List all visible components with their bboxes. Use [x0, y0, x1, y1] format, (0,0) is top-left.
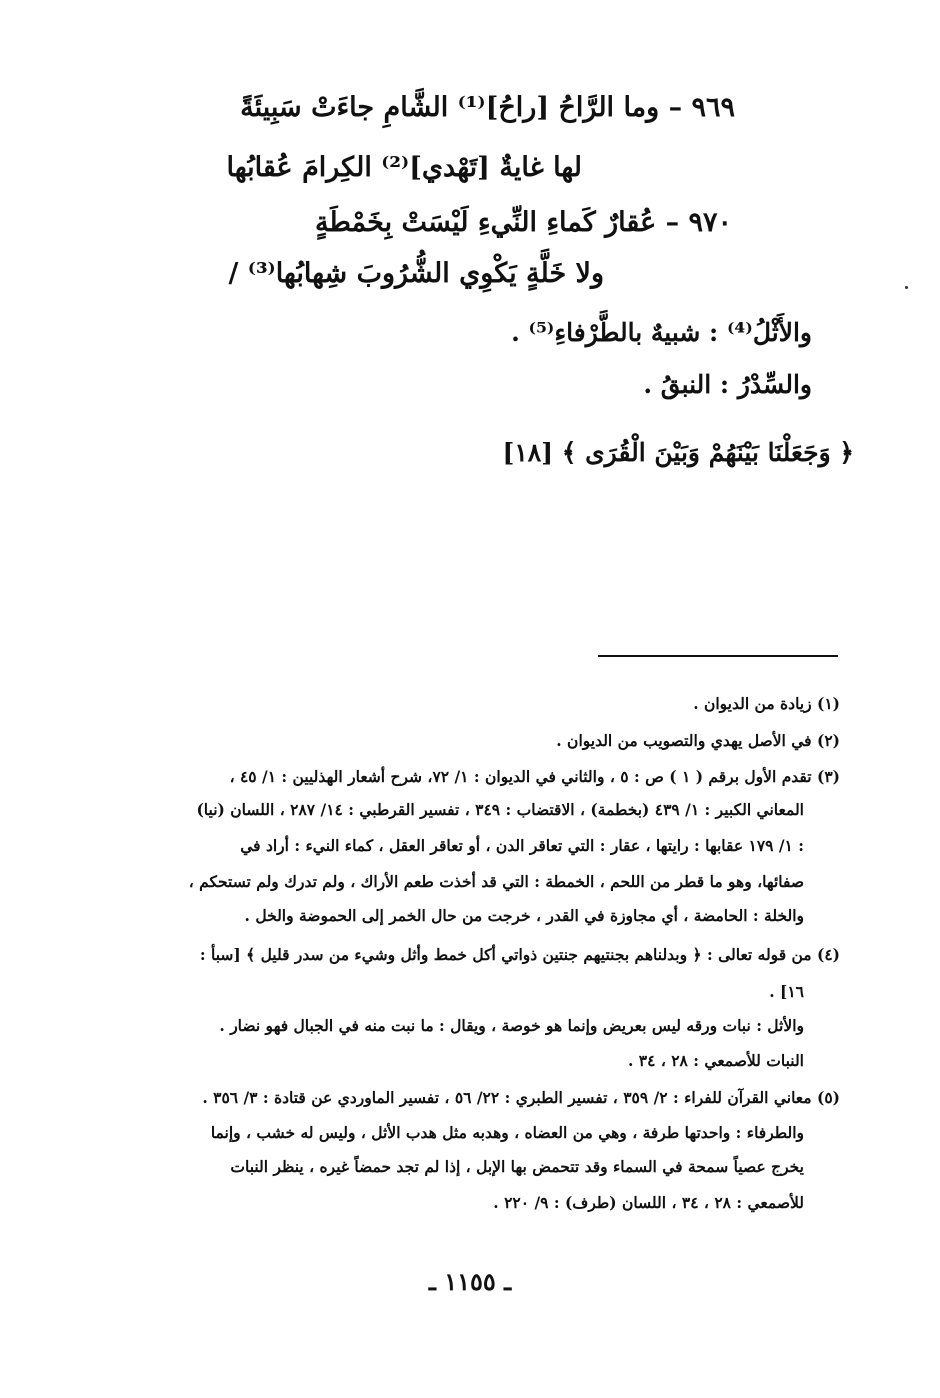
footnote-4-line-1: (٤) من قوله تعالى : ﴿ وبدلناهم بجنتيهم جنتين ذواتي أكل خمط وأثل وشيء من سدر قليل ﴾ [سبأ : — [199, 945, 840, 964]
footnote-3-line-3: : ١/ ١٧٩ عقابها : رايتها ، عقار : التي تعاقر الدن ، أو تعاقر العقل ، كماء النيء : أراد في — [240, 836, 804, 855]
page-number: ـ ١١٥٥ ـ — [428, 1267, 512, 1296]
gloss-athl: والأَثْلُ⁽⁴⁾ : شبيهٌ بالطَّرْفاءِ⁽⁵⁾ . — [511, 318, 812, 347]
footnote-4-line-3: والأثل : نبات ورقه ليس بعريض وإنما هو خوصة ، ويقال : ما نبت منه في الجبال فهو نضار . — [219, 1016, 804, 1035]
footnote-3-line-4: صفائها، وهو ما قطر من اللحم ، الخمطة : التي قد أخذت طعم الأراك ، ولم تدرك ولم تستحكم ، — [188, 872, 804, 891]
footnote-4-line-4: النبات للأصمعي : ٢٨ ، ٣٤ . — [627, 1051, 804, 1070]
footnote-5-line-2: والطرفاء : واحدتها طرفة ، وهي من العضاه ، وهدبه مثل هدب الأثل ، وليس له خشب ، وإنما — [210, 1123, 804, 1142]
footnote-3-line-2: المعاني الكبير : ١/ ٤٣٩ (بخطمة) ، الاقتضاب : ٣٤٩ ، تفسير القرطبي : ١٤/ ٢٨٧ ، اللسان (نيا) — [196, 800, 804, 819]
gloss-sidr: والسِّدْرُ : النبقُ . — [643, 370, 812, 399]
footnote-3-line-1: (٣) تقدم الأول برقم ( ١ ) ص : ٥ ، والثاني في الديوان : ١/ ٧٢، شرح أشعار الهذليين : ١/ ٤٥ ، — [229, 767, 840, 786]
verse-970-first-hemistich: ٩٧٠ – عُقارٌ كَماءِ النِّيءِ لَيْسَتْ بِخَمْطَةٍ — [314, 207, 732, 238]
footnote-2: (٢) في الأصل يهدي والتصويب من الديوان . — [556, 731, 840, 750]
verse-969-first-hemistich: ٩٦٩ – وما الرَّاحُ [راحُ]⁽¹⁾ الشَّامِ جاءَتْ سَبِيئَةً — [240, 92, 735, 123]
stray-mark — [905, 286, 908, 289]
quran-quote: ﴿ وَجَعَلْنَا بَيْنَهُمْ وَبَيْنَ الْقُرَى ﴾ [١٨] — [502, 438, 854, 467]
footnote-5-line-1: (٥) معاني القرآن للفراء : ٢/ ٣٥٩ ، تفسير الطبري : ٢٢/ ٥٦ ، تفسير الماوردي عن قتادة : ٣/ ٣٥٦ . — [202, 1088, 840, 1107]
footnote-separator — [598, 655, 838, 657]
footnote-1: (١) زيادة من الديوان . — [693, 694, 840, 713]
verse-969-second-hemistich: لها غايةٌ [تَهْدي]⁽²⁾ الكِرامَ عُقابُها — [226, 152, 582, 183]
footnote-5-line-4: للأصمعي : ٢٨ ، ٣٤ ، اللسان (طرف) : ٩/ ٢٢٠ . — [493, 1193, 804, 1212]
footnote-3-line-5: والخلة : الحامضة ، أي مجاوزة في القدر ، خرجت من حال الخمر إلى الحموضة والخل . — [244, 906, 804, 925]
verse-970-second-hemistich: ولا خَلَّةٍ يَكْوِي الشُّرُوبَ شِهابُها⁽³⁾ / — [228, 258, 604, 289]
footnote-4-line-2: ١٦] . — [769, 982, 804, 1001]
footnote-5-line-3: يخرج عصياً سمحة في السماء وقد تتحمض بها الإبل ، إذا لم تجد حمضاً غيره ، ينظر النبات — [230, 1157, 804, 1176]
